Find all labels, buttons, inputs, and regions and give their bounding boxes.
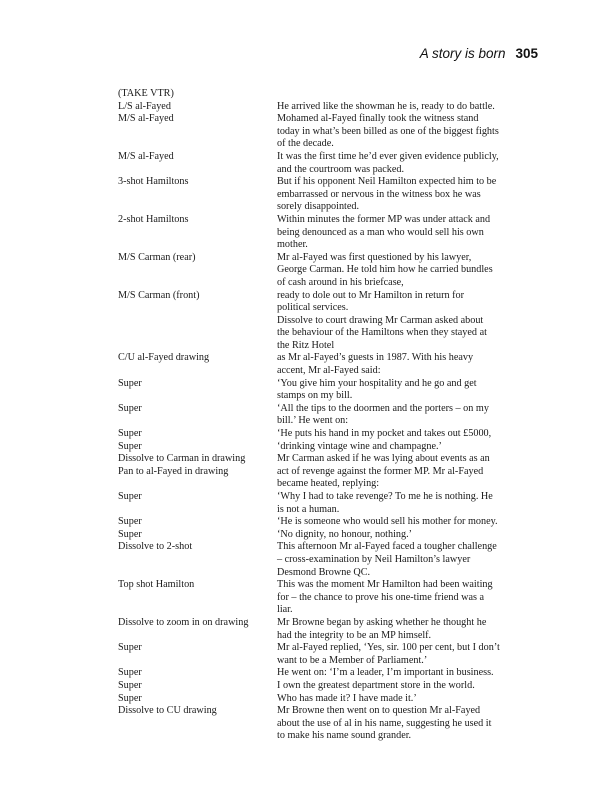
shot-direction: M/S al-Fayed	[118, 150, 174, 162]
narration-text	[277, 101, 518, 114]
narration-line: became heated, replying:	[277, 478, 380, 490]
narration-text	[277, 466, 518, 491]
narration-line: ‘You give him your hospitality and he go and get	[277, 377, 477, 389]
narration-text	[277, 352, 518, 377]
shot-direction: Top shot Hamilton	[118, 579, 195, 591]
script-row	[118, 617, 518, 642]
narration-line: ‘No dignity, no honour, nothing.’	[277, 528, 413, 540]
shot-direction: 2-shot Hamiltons	[118, 213, 189, 225]
narration-line: This was the moment Mr Hamilton had been waiting	[277, 579, 493, 591]
script-row	[118, 516, 518, 529]
shot-direction: Dissolve to 2-shot	[118, 541, 193, 553]
narration-text	[277, 642, 518, 667]
narration-line: Dissolve to court drawing Mr Carman asked about	[277, 314, 484, 326]
narration-line: accent, Mr al-Fayed said:	[277, 365, 381, 377]
narration-text	[277, 529, 518, 542]
script-row	[118, 541, 518, 579]
narration-line: Mr Browne began by asking whether he thought he	[277, 616, 487, 628]
narration-line: sorely disappointed.	[277, 201, 360, 213]
narration-line: and the courtroom was packed.	[277, 163, 405, 175]
shot-direction: Super	[118, 642, 142, 654]
narration-line: political services.	[277, 302, 349, 314]
shot-direction: 3-shot Hamiltons	[118, 176, 189, 188]
script-row	[118, 642, 518, 667]
shot-direction: Super	[118, 428, 142, 440]
narration-line: Mr Carman asked if he was lying about events as an	[277, 453, 490, 465]
narration-line: This afternoon Mr al-Fayed faced a tougher challenge	[277, 541, 497, 553]
chapter-title: A story is born	[419, 46, 506, 61]
shot-direction: Dissolve to CU drawing	[118, 705, 217, 717]
narration-text	[277, 214, 518, 252]
narration-line: for – the chance to prove his one-time friend was a	[277, 591, 485, 603]
narration-text	[277, 151, 518, 176]
script-row	[118, 705, 518, 743]
narration-line: the Ritz Hotel	[277, 339, 335, 351]
script-row	[118, 403, 518, 428]
narration-line: I own the greatest department store in the world.	[277, 679, 475, 691]
narration-line: ‘He puts his hand in my pocket and takes out £5000,	[277, 428, 492, 440]
narration-line: of the decade.	[277, 138, 334, 150]
script-row	[118, 113, 518, 151]
shot-direction: Super	[118, 491, 142, 502]
narration-line: Mr al-Fayed replied, ‘Yes, sir. 100 per cent, but I don’t	[277, 642, 500, 654]
narration-text	[277, 403, 518, 428]
narration-line: But if his opponent Neil Hamilton expected him to be	[277, 176, 497, 188]
narration-text	[277, 453, 518, 466]
narration-line: Mohamed al-Fayed finally took the witness stand	[277, 113, 479, 125]
narration-text	[277, 290, 518, 353]
narration-text	[277, 617, 518, 642]
narration-text	[277, 680, 518, 693]
narration-line: ‘Why I had to take revenge? To me he is nothing. He	[277, 491, 493, 502]
script-row	[118, 252, 518, 290]
narration-text	[277, 693, 518, 706]
narration-text	[277, 176, 518, 214]
script-row	[118, 693, 518, 706]
narration-line: want to be a Member of Parliament.’	[277, 654, 428, 666]
narration-line: It was the first time he’d ever given evidence publicly,	[277, 150, 499, 162]
shot-direction: Pan to al-Fayed in drawing	[118, 465, 229, 477]
script-row	[118, 151, 518, 176]
narration-text	[277, 441, 518, 454]
narration-line: of cash around in his briefcase,	[277, 276, 404, 288]
narration-line: today in what’s been billed as one of the biggest fights	[277, 125, 499, 137]
shot-direction: M/S al-Fayed	[118, 113, 174, 125]
shot-direction: Super	[118, 667, 142, 679]
shot-direction: Super	[118, 516, 142, 528]
narration-line: to make his name sound grander.	[277, 730, 412, 742]
shot-direction: (TAKE VTR)	[118, 88, 174, 99]
script-row	[118, 290, 518, 353]
narration-line: ‘All the tips to the doormen and the porters – on my	[277, 402, 489, 414]
shot-direction: Dissolve to zoom in on drawing	[118, 616, 249, 628]
script-row	[118, 667, 518, 680]
script-row	[118, 101, 518, 114]
script-row	[118, 441, 518, 454]
shot-direction: M/S Carman (front)	[118, 289, 200, 301]
script-table	[118, 88, 518, 743]
shot-direction: Super	[118, 440, 142, 452]
narration-line: Mr Browne then went on to question Mr al-Fayed	[277, 705, 481, 717]
narration-line: embarrassed or nervous in the witness box he was	[277, 188, 481, 200]
narration-line: had the integrity to be an MP himself.	[277, 629, 432, 641]
narration-line: Desmond Browne QC.	[277, 566, 371, 578]
script-row	[118, 378, 518, 403]
narration-text	[277, 491, 518, 516]
shot-direction: Super	[118, 679, 142, 691]
script-row	[118, 529, 518, 542]
narration-line: Mr al-Fayed was first questioned by his lawyer,	[277, 251, 472, 263]
running-head	[420, 46, 538, 61]
narration-line: about the use of al in his name, suggesting he used it	[277, 717, 492, 729]
page-number: 305	[515, 46, 538, 61]
script-row	[118, 491, 518, 516]
narration-text	[277, 541, 518, 579]
narration-text	[277, 667, 518, 680]
script-row	[118, 88, 518, 101]
narration-line: – cross-examination by Neil Hamilton’s lawyer	[277, 553, 471, 565]
narration-text	[277, 579, 518, 617]
script-row	[118, 453, 518, 466]
script-row	[118, 428, 518, 441]
shot-direction: Super	[118, 692, 142, 704]
narration-line: act of revenge against the former MP. Mr al-Fayed	[277, 465, 484, 477]
shot-direction: Super	[118, 377, 142, 389]
narration-line: stamps on my bill.	[277, 390, 353, 402]
narration-line: Within minutes the former MP was under attack and	[277, 213, 491, 225]
narration-line: bill.’ He went on:	[277, 415, 349, 427]
narration-line: liar.	[277, 604, 293, 616]
script-row	[118, 214, 518, 252]
shot-direction: M/S Carman (rear)	[118, 251, 196, 263]
narration-text	[277, 378, 518, 403]
narration-line: ‘He is someone who would sell his mother for money.	[277, 516, 498, 528]
shot-direction: Super	[118, 402, 142, 414]
narration-line: mother.	[277, 239, 308, 251]
narration-line: being denounced as a man who would sell his own	[277, 226, 484, 238]
script-row	[118, 176, 518, 214]
shot-direction: Super	[118, 528, 142, 540]
script-row	[118, 579, 518, 617]
script-row	[118, 352, 518, 377]
narration-line: George Carman. He told him how he carried bundles	[277, 264, 493, 276]
narration-line: the behaviour of the Hamiltons when they stayed at	[277, 327, 487, 339]
script-row	[118, 466, 518, 491]
script-row	[118, 680, 518, 693]
narration-line: Who has made it? I have made it.’	[277, 692, 417, 704]
shot-direction: C/U al-Fayed drawing	[118, 352, 210, 364]
narration-line: ‘drinking vintage wine and champagne.’	[277, 440, 442, 452]
narration-text	[277, 516, 518, 529]
narration-text	[277, 113, 518, 151]
shot-direction: Dissolve to Carman in drawing	[118, 453, 246, 465]
narration-text	[277, 252, 518, 290]
narration-line: ready to dole out to Mr Hamilton in return for	[277, 289, 465, 301]
narration-line: as Mr al-Fayed’s guests in 1987. With his heavy	[277, 352, 474, 364]
narration-text	[277, 705, 518, 743]
shot-direction: L/S al-Fayed	[118, 100, 171, 112]
narration-text	[277, 428, 518, 441]
narration-line: He went on: ‘I’m a leader, I’m important in business.	[277, 667, 494, 679]
narration-line: is not a human.	[277, 503, 340, 515]
narration-line: He arrived like the showman he is, ready to do battle.	[277, 100, 495, 112]
